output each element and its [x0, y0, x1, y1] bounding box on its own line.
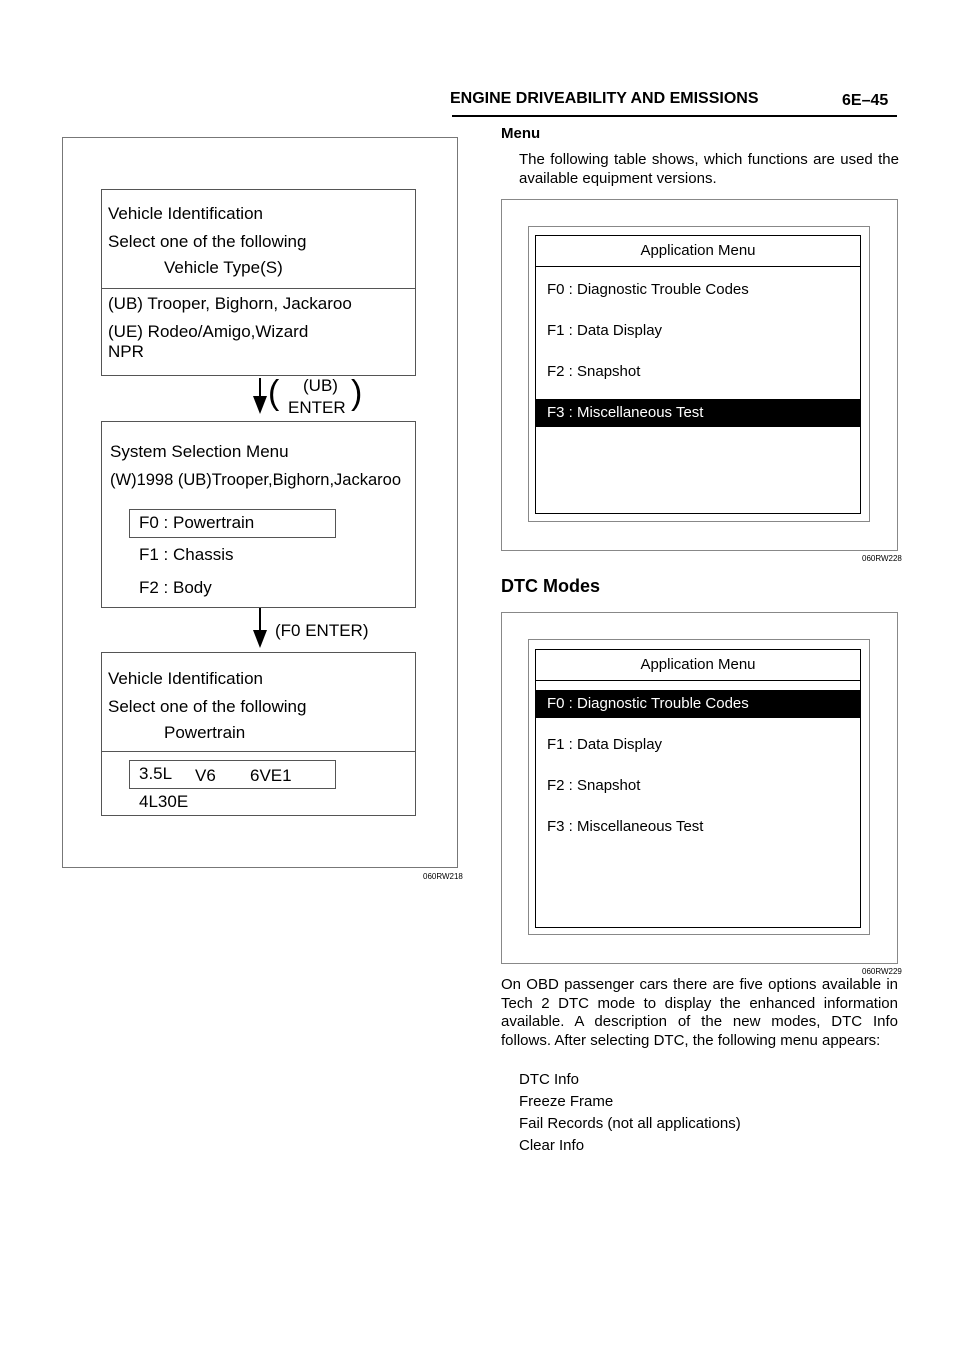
vehicle-id-title: Vehicle Identification — [108, 204, 263, 223]
screen — [535, 235, 861, 514]
vehicle-type-label: Vehicle Type(S) — [164, 258, 283, 277]
page-number: 6E–45 — [842, 92, 889, 109]
menu-item-f2[interactable]: F2 : Snapshot — [547, 363, 641, 380]
screen — [535, 649, 861, 928]
vehicle-id-box — [101, 189, 416, 376]
down-arrow-icon — [253, 396, 267, 414]
option-label: Freeze Frame — [519, 1093, 614, 1110]
application-menu-title: Application Menu — [536, 650, 860, 681]
down-arrow-icon — [253, 630, 267, 648]
arrow2-label: (F0 ENTER) — [275, 621, 369, 640]
vehicle-option-ub: (UB) Trooper, Bighorn, Jackaroo — [108, 294, 352, 313]
system-selection-box — [101, 421, 416, 608]
menu-item-f3[interactable]: F3 : Miscellaneous Test — [547, 818, 704, 835]
dtc-description-paragraph: On OBD passenger cars there are five options available in Tech 2 DTC mode to display the enhanced information available. A description of the new modes, DTC Info follows. After selecting DTC, the following menu appears: — [501, 976, 898, 1049]
vehicle-option-ue: (UE) Rodeo/Amigo,Wizard — [108, 322, 309, 341]
system-menu-subtitle: (W)1998 (UB)Trooper,Bighorn,Jackaroo — [110, 471, 402, 489]
figure-code: 060RW228 — [862, 554, 902, 563]
system-menu-title: System Selection Menu — [110, 442, 289, 461]
menu-item-f3-selected[interactable]: F3 : Miscellaneous Test — [536, 399, 860, 427]
header-rule — [452, 115, 897, 117]
application-menu-title: Application Menu — [536, 236, 860, 267]
menu-bullet-text: The following table shows, which functions are used the available equipment versions. — [519, 151, 899, 187]
paren-open: ( — [268, 374, 280, 412]
paren-close: ) — [351, 374, 363, 412]
menu-item-f2[interactable]: F2 : Snapshot — [547, 777, 641, 794]
powertrain-prompt: Select one of the following — [108, 697, 307, 716]
arrow1-label-top: (UB) — [303, 376, 338, 395]
transmission-code: 4L30E — [139, 792, 189, 811]
system-item-powertrain: F0 : Powertrain — [139, 513, 255, 532]
divider — [102, 288, 415, 289]
option-label: Clear Info — [519, 1137, 585, 1154]
arrow-shaft — [259, 608, 261, 632]
engine-displacement: 3.5L — [139, 764, 173, 783]
menu-item-f1[interactable]: F1 : Data Display — [547, 736, 663, 753]
application-menu-figure-2 — [501, 612, 902, 976]
menu-heading: Menu — [501, 125, 541, 142]
system-item-body: F2 : Body — [139, 578, 212, 597]
menu-item-f0-selected[interactable]: F0 : Diagnostic Trouble Codes — [536, 690, 860, 718]
vehicle-id-prompt: Select one of the following — [108, 232, 307, 251]
powertrain-box — [101, 652, 416, 816]
powertrain-title: Vehicle Identification — [108, 669, 263, 688]
application-menu-figure-1 — [501, 199, 902, 563]
option-label: DTC Info — [519, 1071, 580, 1088]
engine-code: 6VE1 — [250, 766, 292, 785]
menu-item-f0[interactable]: F0 : Diagnostic Trouble Codes — [547, 281, 749, 298]
powertrain-label: Powertrain — [164, 723, 246, 742]
flowchart-figure — [62, 137, 463, 881]
system-item-chassis: F1 : Chassis — [139, 545, 234, 564]
figure-code: 060RW229 — [862, 967, 902, 976]
divider — [102, 751, 415, 752]
option-label: Fail Records (not all applications) — [519, 1115, 741, 1132]
vehicle-option-npr: NPR — [108, 342, 144, 361]
engine-config: V6 — [195, 766, 216, 785]
section-title: ENGINE DRIVEABILITY AND EMISSIONS — [450, 90, 759, 107]
arrow-shaft — [259, 378, 261, 398]
dtc-modes-heading: DTC Modes — [501, 576, 600, 596]
arrow1-label-bottom: ENTER — [288, 398, 346, 417]
menu-item-f1[interactable]: F1 : Data Display — [547, 322, 663, 339]
figure-code: 060RW218 — [423, 872, 463, 881]
